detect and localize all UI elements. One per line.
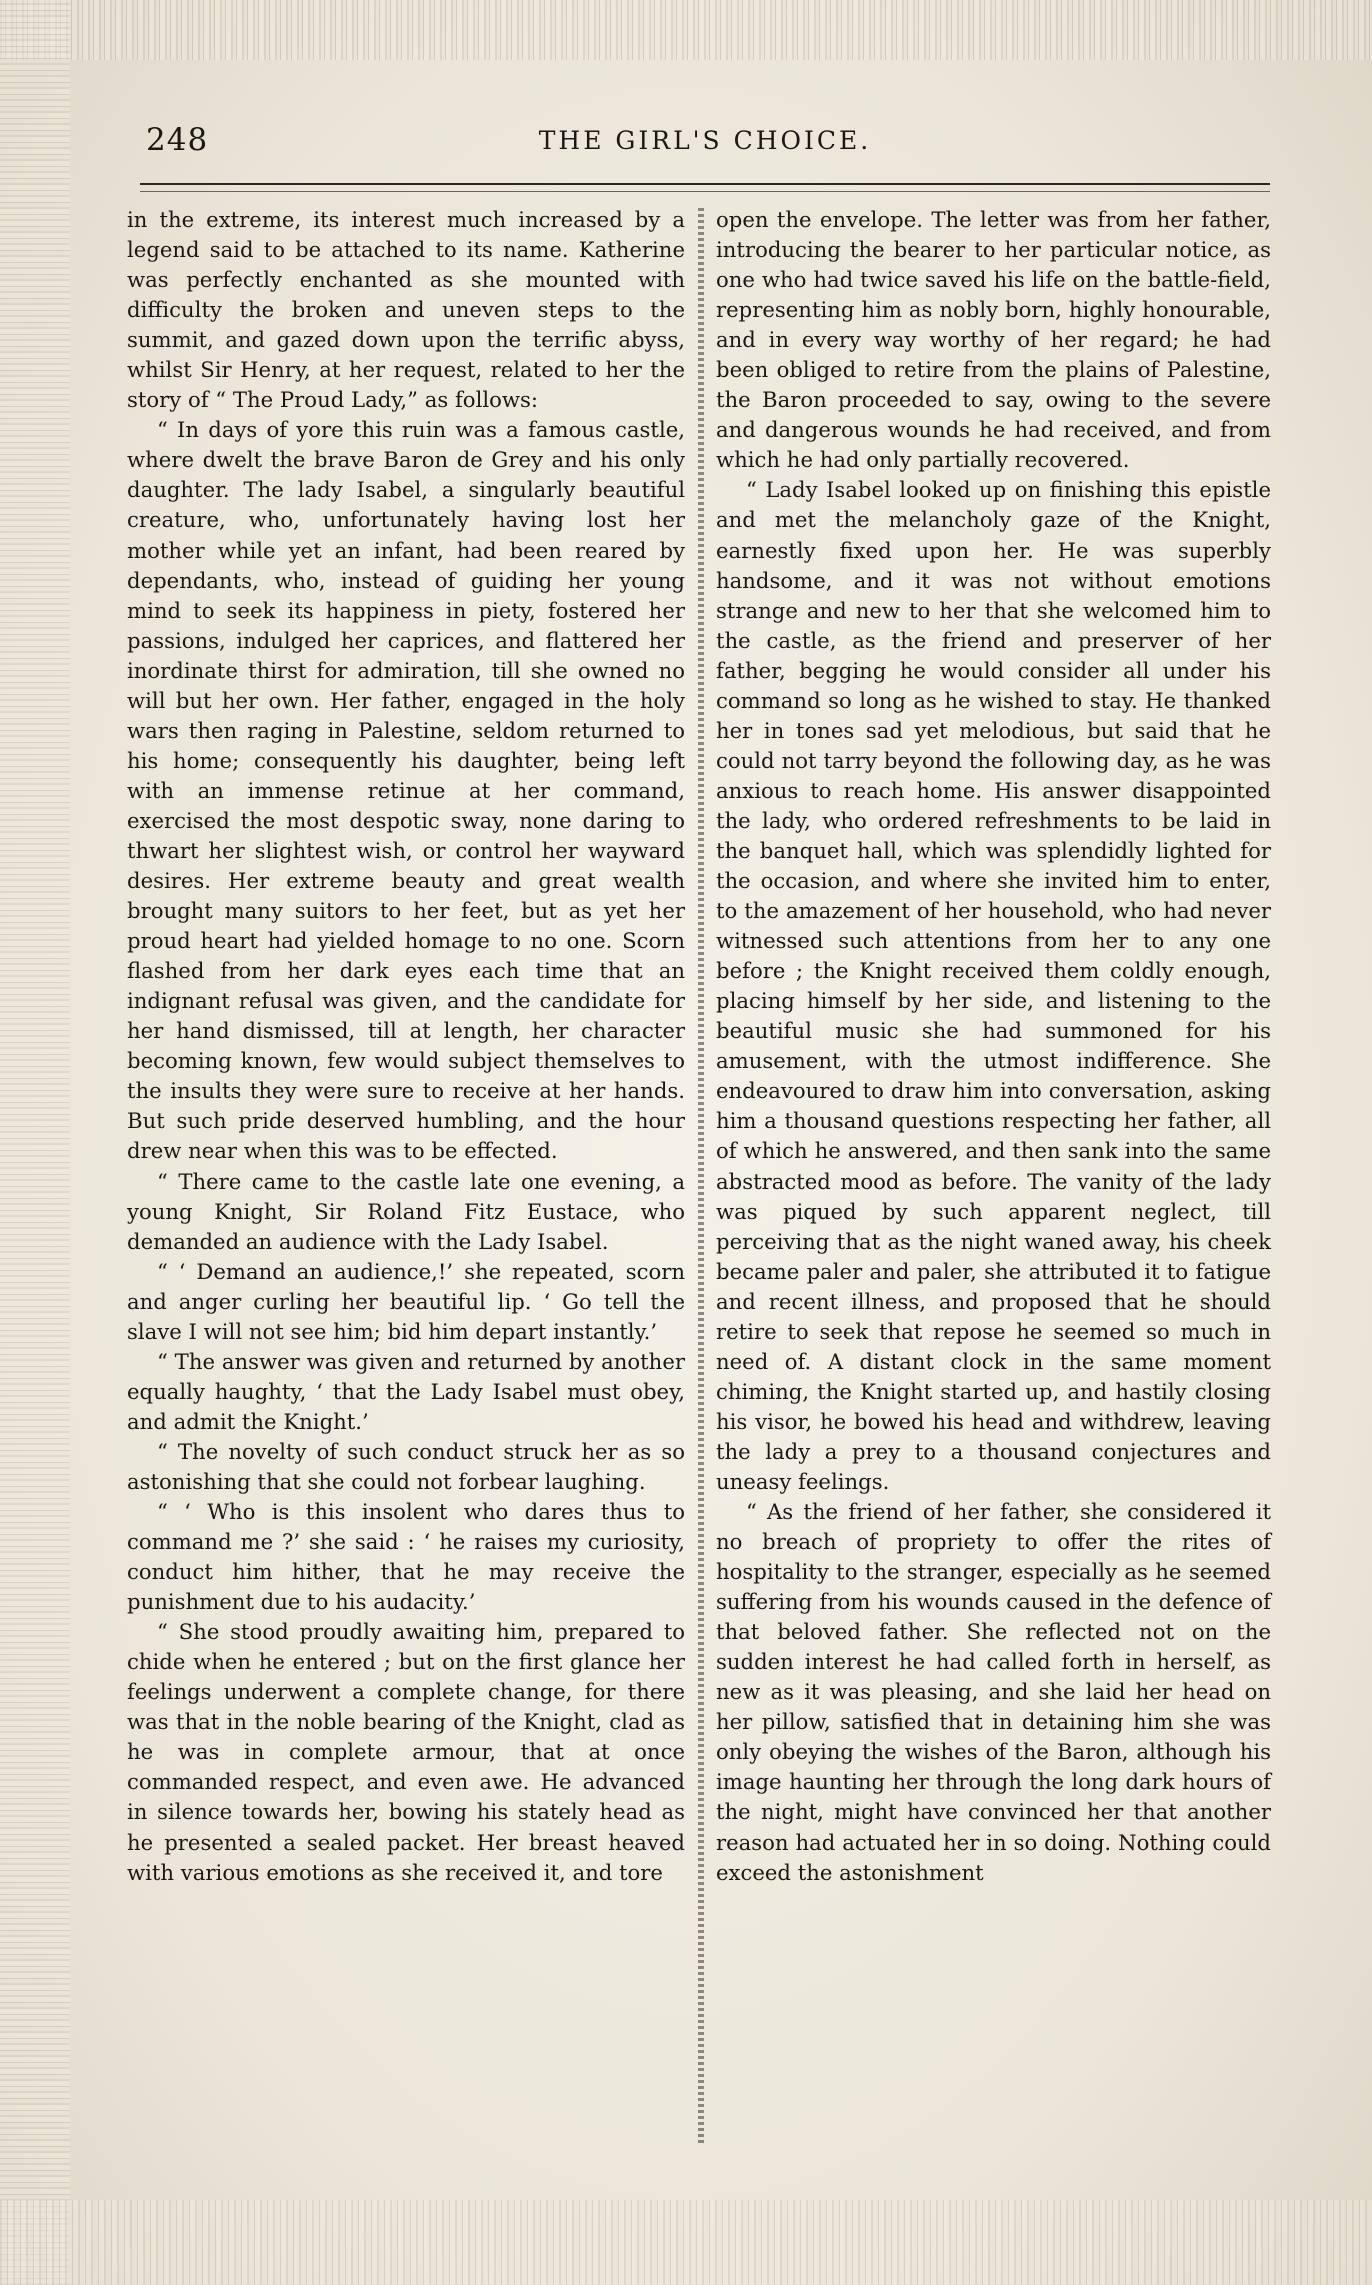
paragraph: “ ‘ Who is this insolent who dares thus to command me ?’ she said : ‘ he raises my curiosity, conduct him hither, that he may receive the punishment due to his audacity.’	[127, 1499, 685, 1615]
paragraph: “ She stood proudly awaiting him, prepared to chide when he entered ; but on the first glance her feelings underwent a complete change, for there was that in the noble bearing of the Knight, clad as he was in complete armour, that at once commanded respect, and even awe. He advanced in silence towards her, bowing his stately head as he presented a sealed packet. Her breast heaved with various emotions as she received it, and tore	[127, 1619, 685, 1885]
paragraph: “ The answer was given and returned by another equally haughty, ‘ that the Lady Isabel must obey, and admit the Knight.’	[127, 1348, 685, 1434]
paragraph: “ As the friend of her father, she considered it no breach of propriety to offer the rites of hospitality to the stranger, especially as he seemed suffering from his wounds caused in the defence of that beloved father. She reflected not on the sudden interest he had called forth in herself, as new as it was pleasing, and she laid her head on her pillow, satisfied that in detaining him she was only obeying the wishes of the Baron, although his image haunting her through the long dark hours of the night, might have convinced her that another reason had actuated her in so doing. Nothing could exceed the astonishment	[716, 1499, 1271, 1885]
scan-noise-left	[0, 0, 70, 2285]
paragraph: “ Lady Isabel looked up on finishing this epistle and met the melancholy gaze of the Knight, earnestly fixed upon her. He was superbly handsome, and it was not without emotions strange and new to her that she welcomed him to the castle, as the friend and preserver of her father, begging he would consider all under his command so long as he wished to stay. He thanked her in tones sad yet melodious, but said that he could not tarry beyond the following day, as he was anxious to reach home. His answer disappointed the lady, who ordered refreshments to be laid in the banquet hall, which was splendidly lighted for the occasion, and where she invited him to enter, to the amazement of her household, who had never witnessed such attentions from her to any one before ; the Knight received them coldly enough, placing himself by her side, and listening to the beautiful music she had summoned for his amusement, with the utmost indifference. She endeavoured to draw him into conversation, asking him a thousand questions respecting her father, all of which he answered, and then sank into the same abstracted mood as before. The vanity of the lady was piqued by such apparent neglect, till perceiving that as the night waned away, his cheek became paler and paler, she attributed it to fatigue and recent illness, and proposed that he should retire to seek that repose he seemed so much in need of. A distant clock in the same moment chiming, the Knight started up, and hastily closing his visor, he bowed his head and withdrew, leaving the lady a prey to a thousand conjectures and uneasy feelings.	[716, 477, 1271, 1494]
page-header	[140, 122, 1270, 172]
left-column	[127, 205, 685, 1888]
header-rule	[140, 183, 1270, 192]
scan-noise-bottom	[0, 2200, 1372, 2285]
right-column	[716, 205, 1271, 1888]
paragraph: “ In days of yore this ruin was a famous castle, where dwelt the brave Baron de Grey and his only daughter. The lady Isabel, a singularly beautiful creature, who, unfortunately having lost her mother while yet an infant, had been reared by dependants, who, instead of guiding her young mind to seek its happiness in piety, fostered her passions, indulged her caprices, and flattered her inordinate thirst for admiration, till she owned no will but her own. Her father, engaged in the holy wars then raging in Palestine, seldom returned to his home; consequently his daughter, being left with an immense retinue at her command, exercised the most despotic sway, none daring to thwart her slightest wish, or control her wayward desires. Her extreme beauty and great wealth brought many suitors to her feet, but as yet her proud heart had yielded homage to no one. Scorn flashed from her dark eyes each time that an indignant refusal was given, and the candidate for her hand dismissed, till at length, her character becoming known, few would subject themselves to the insults they were sure to receive at her hands. But such pride deserved humbling, and the hour drew near when this was to be effected.	[127, 417, 685, 1164]
paragraph: “ The novelty of such conduct struck her as so astonishing that she could not forbear laughing.	[127, 1438, 685, 1494]
paragraph: in the extreme, its interest much increased by a legend said to be attached to its name. Katherine was perfectly enchanted as she mounted with difficulty the broken and uneven steps to the summit, and gazed down upon the terrific abyss, whilst Sir Henry, at her request, related to her the story of “ The Proud Lady,” as follows:	[127, 207, 685, 413]
paragraph: open the envelope. The letter was from her father, introducing the bearer to her particular notice, as one who had twice saved his life on the battle-field, representing him as nobly born, highly honourable, and in every way worthy of her regard; he had been obliged to retire from the plains of Palestine, the Baron proceeded to say, owing to the severe and dangerous wounds he had received, and from which he had only partially recovered.	[716, 207, 1271, 473]
paragraph: “ ‘ Demand an audience,!’ she repeated, scorn and anger curling her beautiful lip. ‘ Go tell the slave I will not see him; bid him depart instantly.’	[127, 1258, 685, 1344]
running-title: THE GIRL'S CHOICE.	[538, 126, 872, 155]
paragraph: “ There came to the castle late one evening, a young Knight, Sir Roland Fitz Eustace, who demanded an audience with the Lady Isabel.	[127, 1168, 685, 1254]
scan-noise-top	[0, 0, 1372, 60]
page-number: 248	[146, 122, 209, 158]
column-divider	[698, 208, 704, 2143]
